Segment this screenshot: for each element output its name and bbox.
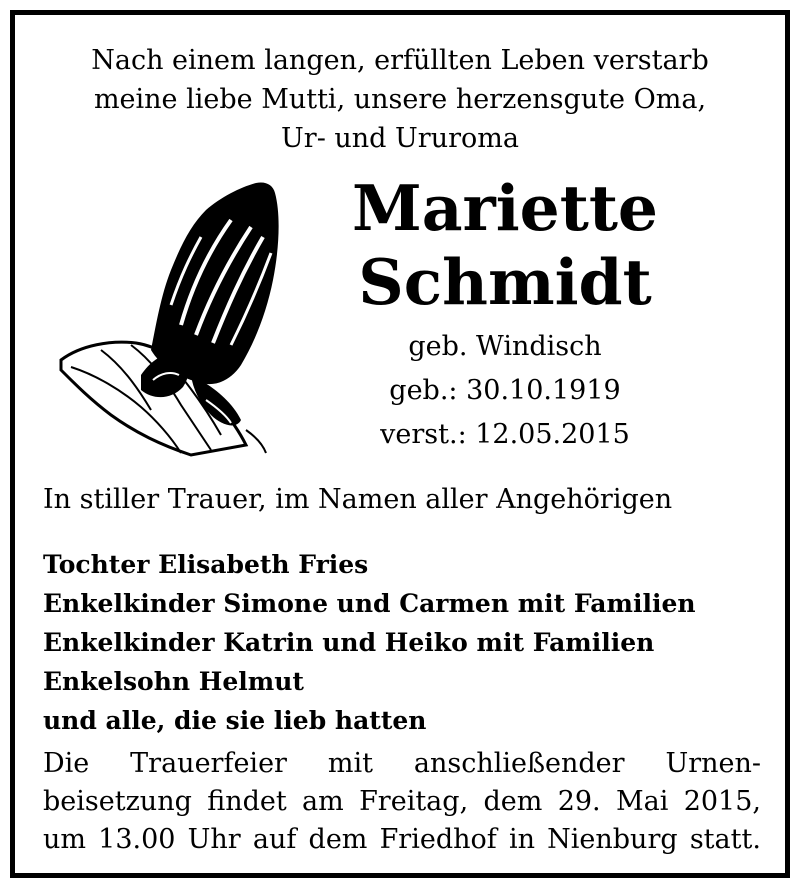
word: Nienburg <box>547 824 678 855</box>
first-name: Mariette <box>351 171 659 245</box>
word: Uhr <box>187 824 241 855</box>
word: Die <box>43 748 90 779</box>
word: Friedhof <box>379 824 497 855</box>
obituary-frame <box>10 10 790 878</box>
family-member: und alle, die sie lieb hatten <box>43 706 427 735</box>
word: um <box>43 824 86 855</box>
service-notice <box>43 745 761 859</box>
word: Urnen- <box>665 748 761 779</box>
word: dem <box>308 824 368 855</box>
birth-date: geb.: 30.10.1919 <box>389 375 621 406</box>
word: 29. <box>557 786 601 817</box>
word: Freitag, <box>359 786 469 817</box>
life-dates <box>325 325 685 457</box>
word: am <box>302 786 344 817</box>
word: findet <box>207 786 287 817</box>
word: in <box>508 824 535 855</box>
word: auf <box>252 824 297 855</box>
word: Mai <box>615 786 669 817</box>
family-member: Tochter Elisabeth Fries <box>43 550 369 579</box>
word: beisetzung <box>43 786 192 817</box>
service-line-3 <box>43 821 761 859</box>
mourning-line: In stiller Trauer, im Namen aller Angehörigen <box>43 484 673 515</box>
word: 13.00 <box>98 824 176 855</box>
intro-line: meine liebe Mutti, unsere herzensgute Oma, <box>93 84 707 115</box>
death-date: verst.: 12.05.2015 <box>380 419 630 450</box>
family-member: Enkelkinder Simone und Carmen mit Familien <box>43 589 696 618</box>
word: mit <box>327 748 373 779</box>
family-member: Enkelsohn Helmut <box>43 667 304 696</box>
maiden-name: geb. Windisch <box>408 331 602 362</box>
praying-hands-icon <box>41 175 291 457</box>
last-name: Schmidt <box>358 245 652 319</box>
intro-line: Nach einem langen, erfüllten Leben verstarb <box>91 45 709 76</box>
intro-text <box>15 41 785 158</box>
service-line-2 <box>43 783 761 821</box>
deceased-name <box>325 171 685 319</box>
family-member: Enkelkinder Katrin und Heiko mit Familien <box>43 628 655 657</box>
word: dem <box>483 786 543 817</box>
word: statt. <box>689 824 761 855</box>
family-list <box>43 545 696 740</box>
service-line-1 <box>43 745 761 783</box>
word: Trauerfeier <box>130 748 287 779</box>
word: anschließender <box>413 748 625 779</box>
intro-line: Ur- und Ururoma <box>281 123 519 154</box>
word: 2015, <box>683 786 761 817</box>
